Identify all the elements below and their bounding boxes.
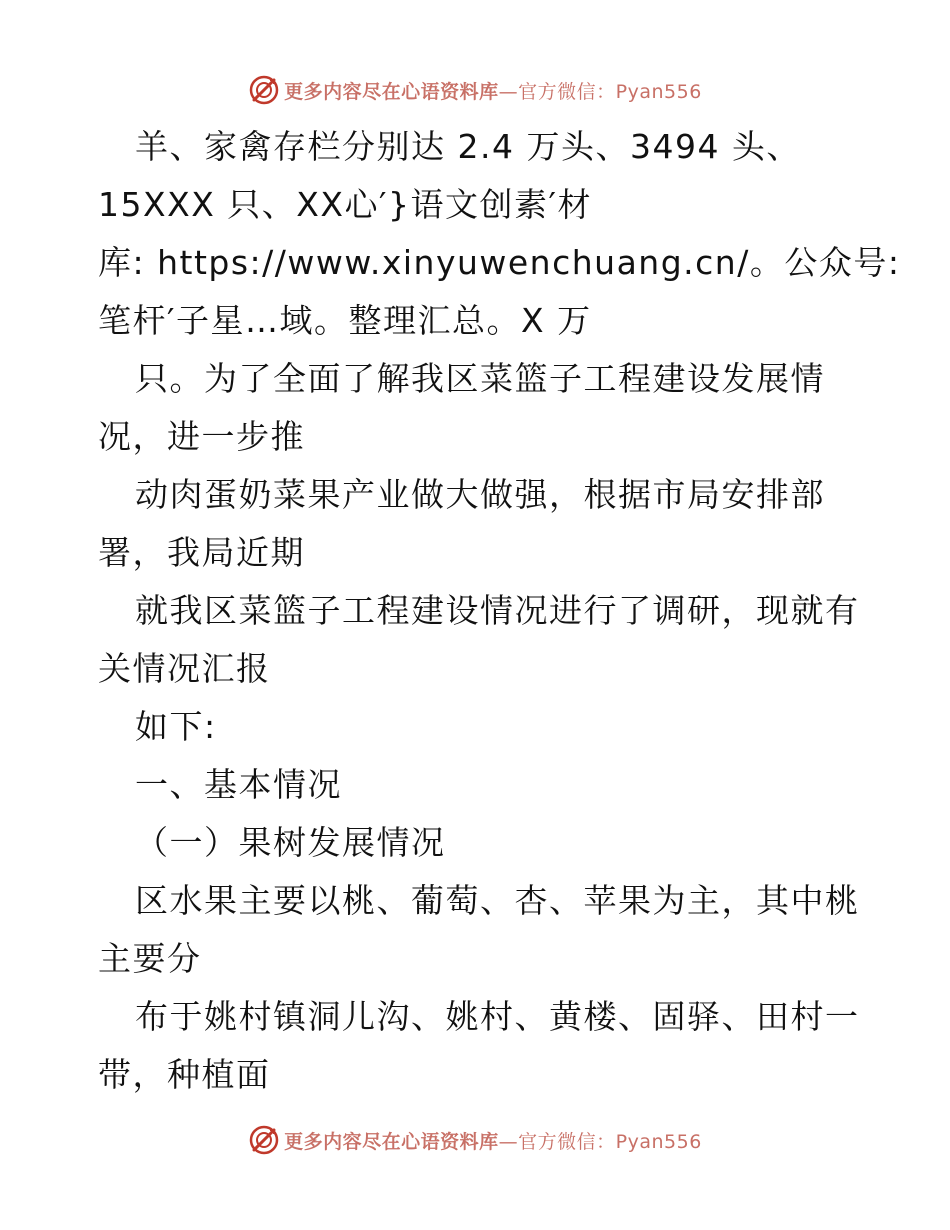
- text-line: 动肉蛋奶菜果产业做大做强，根据市局安排部: [135, 475, 825, 514]
- text-line: 笔杆′子星…域。整理汇总。X 万: [98, 301, 592, 340]
- text-line: 署，我局近期: [98, 533, 305, 572]
- logo-icon: [248, 1124, 280, 1156]
- header-watermark: [0, 70, 950, 110]
- watermark-text: 更多内容尽在心语资料库—官方微信：Pyan556: [284, 80, 702, 103]
- text-line: 区水果主要以桃、葡萄、杏、苹果为主，其中桃: [135, 881, 860, 920]
- text-line: 关情况汇报: [98, 649, 271, 688]
- text-line: 只。为了全面了解我区菜篮子工程建设发展情: [135, 359, 825, 398]
- text-line: 况，进一步推: [98, 417, 305, 456]
- logo-icon: [248, 74, 280, 106]
- footer-watermark: [0, 1120, 950, 1160]
- section-heading: 一、基本情况: [135, 765, 342, 804]
- text-line: 库: https://www.xinyuwenchuang.cn/。公众号:: [98, 243, 901, 282]
- text-line: 15XXX 只、XX心′}语文创素′材: [98, 185, 592, 224]
- subsection-heading: （一）果树发展情况: [135, 823, 446, 862]
- document-body: [98, 118, 901, 1104]
- text-line: 就我区菜篮子工程建设情况进行了调研，现就有: [135, 591, 860, 630]
- text-line: 如下:: [135, 707, 217, 746]
- text-line: 布于姚村镇洞儿沟、姚村、黄楼、固驿、田村一: [135, 997, 860, 1036]
- text-line: 带，种植面: [98, 1055, 271, 1094]
- text-line: 羊、家禽存栏分别达 2.4 万头、3494 头、: [135, 127, 801, 166]
- watermark-text: 更多内容尽在心语资料库—官方微信：Pyan556: [284, 1130, 702, 1153]
- text-line: 主要分: [98, 939, 202, 978]
